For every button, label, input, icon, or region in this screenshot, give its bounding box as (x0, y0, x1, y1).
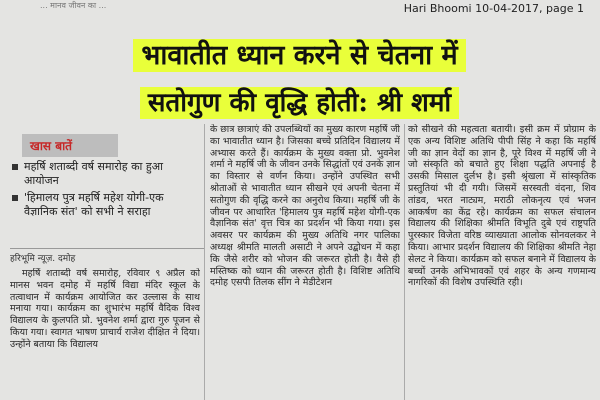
headline-line-2-text: सतोगुण की वृद्धि होती: श्री शर्मा (140, 87, 459, 119)
highlights-title: खास बातें (22, 134, 118, 157)
article-column-right: को सीखने की महत्वता बतायी। इसी क्रम में प्रोग्राम के एक अन्य विशिष्ट अतिथि पीपी सिंह ने कहा कि महर्षि जी का ज्ञान वेदों का ज्ञान है, पूरे विश्व में महर्षि जी ने जो संस्कृति को बचाते हुए शिक्षा पद्धति अपनाई है उसकी मिसाल दुर्लभ है। इसी श्रृंखला में सांस्कृतिक प्रस्तुतियां भी दी गयी। जिसमें सरस्वती वंदना, शिव तांडव, भरत नाट्यम, मराठी लोकनृत्य एवं भजन आकर्षण का केंद्र रहे। कार्यक्रम का सफल संचालन विद्यालय की शिक्षिका श्रीमति विभूति दुबे एवं राष्ट्रपति पुरस्कार विजेता वरिष्ठ व्याख्याता आलोक सोनवलकर ने किया। आभार प्रदर्शन विद्यालय की शिक्षिका श्रीमति नेहा सेलट ने किया। कार्यक्रम को सफल बनाने में विद्यालय के बच्चों उनके अभिभावकों एवं शहर के अन्य गणमान्य नागरिकों की विशेष उपस्थिति रही। (408, 124, 596, 289)
column-divider (204, 124, 205, 400)
highlights-box (10, 134, 200, 242)
source-caption: Hari Bhoomi 10-04-2017, page 1 (403, 2, 584, 15)
clipped-top-text: ... मानव जीवन का ... (40, 1, 107, 10)
highlight-item: 'हिमालय पुत्र महर्षि महेश योगी-एक वैज्ञानिक संत' को सभी ने सराहा (10, 191, 200, 219)
dateline: हरिभूमि न्यूज़. दमोह (10, 248, 205, 264)
column-divider (404, 124, 405, 400)
headline-line-1-text: भावातीत ध्यान करने से चेतना में (133, 39, 465, 72)
article-column-middle: के छात्र छात्राएं की उपलब्धियों का मुख्य कारण महर्षि जी का भावातीत ध्यान है। जिसका बच्चे प्रतिदिन विद्यालय में अभ्यास करते हैं। कार्यक्रम के मुख्य वक्ता प्रो. भुवनेश शर्मा ने महर्षि जी के जीवन उनके सिद्धांतों एवं उनके ज्ञान का विस्तार से वर्णन किया। उन्होंने उपस्थित सभी श्रोताओं से भावातीत ध्यान सीखने एवं अपनी चेतना में सतोगुण की वृद्धि करने का अनुरोध किया। महर्षि जी के जीवन पर आधारित 'हिमालय पुत्र महर्षि महेश योगी-एक वैज्ञानिक संत' वृत्त चित्र का प्रदर्शन भी किया गया। इस अवसर पर कार्यक्रम की मुख्य अतिथि नगर पालिका अध्यक्ष श्रीमति मालती असाटी ने अपने उद्बोधन में कहा कि जैसे शरीर को भोजन की जरूरत होती है। वैसे ही मस्तिष्क को ध्यान की जरूरत होती है। विशिष्ट अतिथि दमोह एसपी तिलक सींग ने मेडीटेशन (210, 124, 400, 289)
article-column-left: महर्षि शताब्दी वर्ष समारोह, रविवार ९ अप्रैल को मानस भवन दमोह में महर्षि विद्या मंदिर स्कूल के तत्वाधान में कार्यक्रम आयोजित कर उल्लास के साथ मनाया गया। कार्यक्रम का शुभारंभ महर्षि वैदिक विश्व विद्यालय के कुलपति प्रो. भुवनेश शर्मा द्वारा गुरु पूजन से किया गया। स्वागत भाषण प्राचार्य राजेश दीक्षित ने दिया। उन्होंने बताया कि विद्यालय (10, 268, 200, 350)
headline-line-2 (22, 90, 577, 116)
highlight-item: महर्षि शताब्दी वर्ष समारोह का हुआ आयोजन (10, 160, 200, 188)
headline-line-1 (22, 42, 577, 69)
